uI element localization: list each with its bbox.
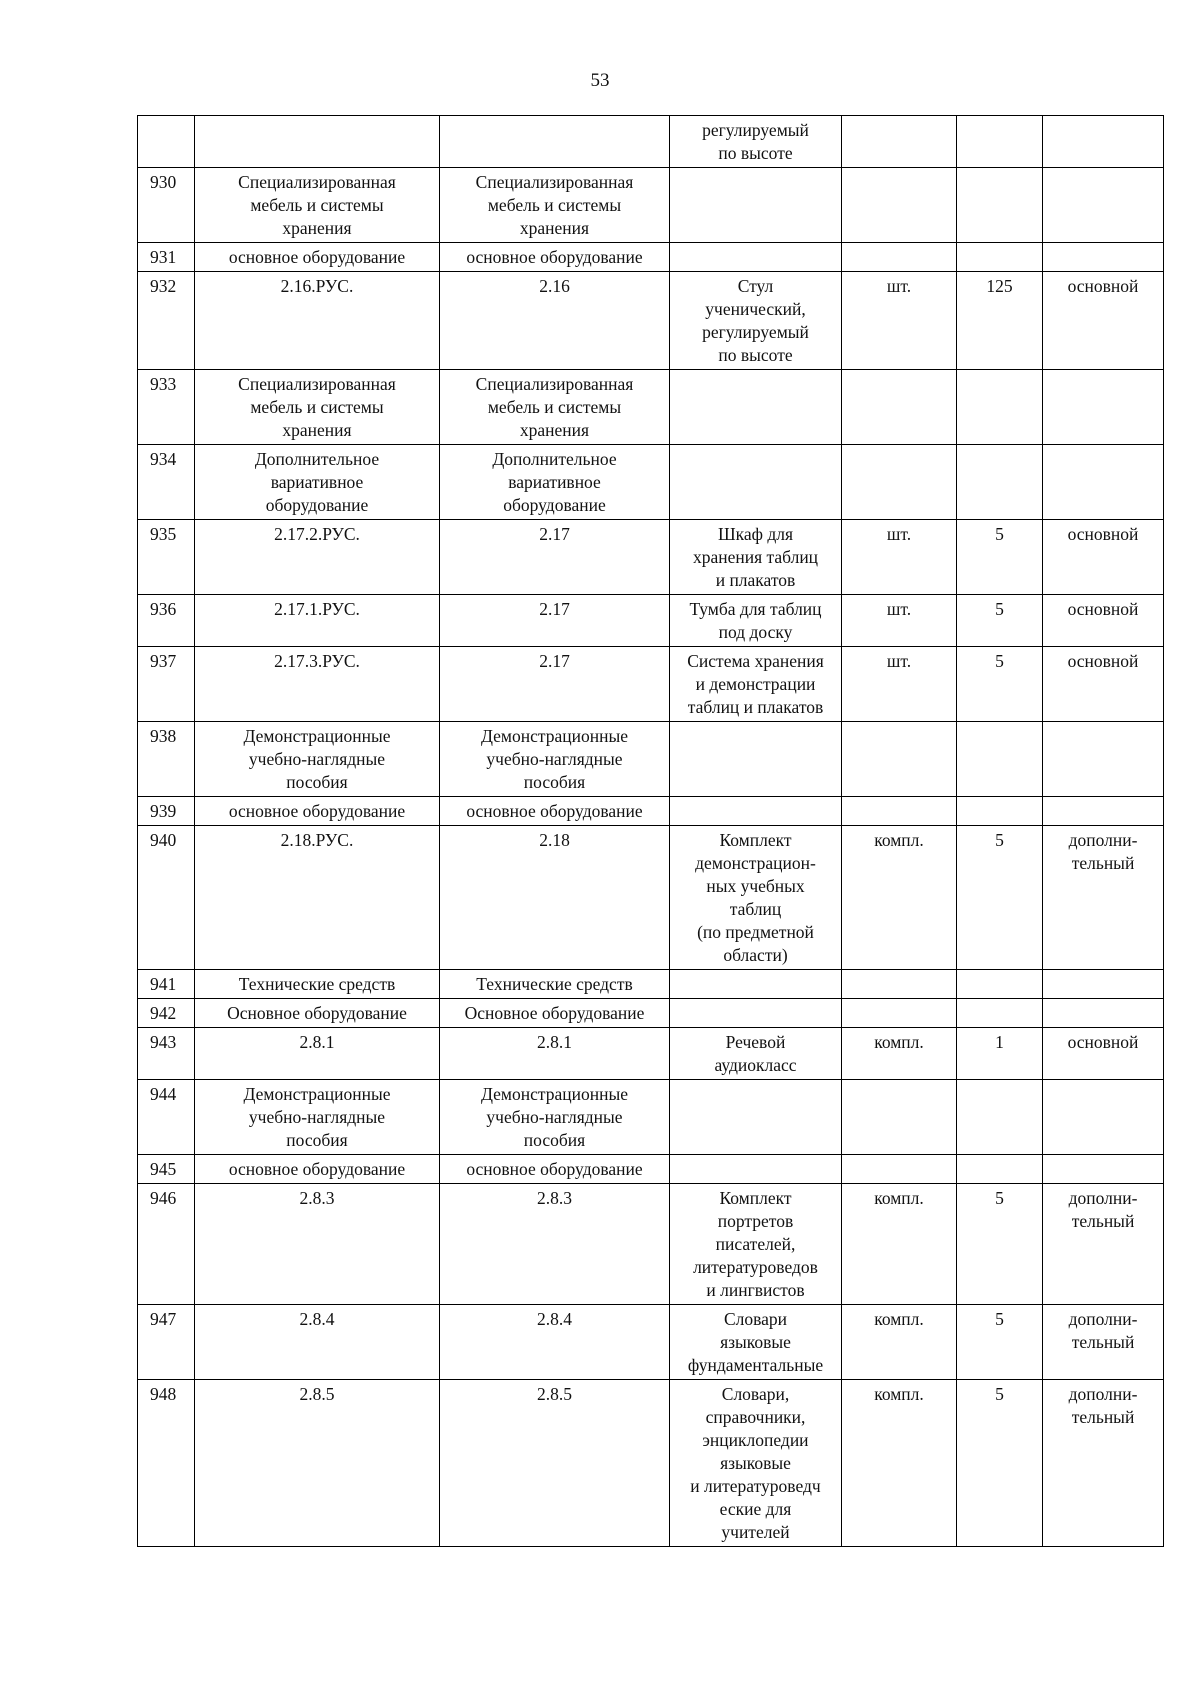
row-number-cell: 930 bbox=[138, 168, 195, 243]
code-2-cell: 2.17 bbox=[440, 520, 670, 595]
quantity-cell: 5 bbox=[957, 520, 1043, 595]
type-cell: дополни- тельный bbox=[1043, 1380, 1164, 1547]
code-2-cell: Демонстрационные учебно-наглядные пособия bbox=[440, 722, 670, 797]
unit-cell: компл. bbox=[842, 1305, 957, 1380]
code-2-cell: Технические средств bbox=[440, 970, 670, 999]
unit-cell bbox=[842, 722, 957, 797]
item-name-cell: Стул ученический, регулируемый по высоте bbox=[670, 272, 842, 370]
unit-cell bbox=[842, 445, 957, 520]
type-cell bbox=[1043, 1080, 1164, 1155]
table-row bbox=[138, 826, 1164, 970]
table-row bbox=[138, 1380, 1164, 1547]
item-name-cell bbox=[670, 243, 842, 272]
item-name-cell bbox=[670, 970, 842, 999]
code-1-cell: основное оборудование bbox=[195, 797, 440, 826]
quantity-cell: 5 bbox=[957, 1380, 1043, 1547]
code-1-cell: Демонстрационные учебно-наглядные пособия bbox=[195, 1080, 440, 1155]
row-number-cell: 945 bbox=[138, 1155, 195, 1184]
item-name-cell: регулируемый по высоте bbox=[670, 116, 842, 168]
code-2-cell: основное оборудование bbox=[440, 1155, 670, 1184]
code-2-cell: 2.17 bbox=[440, 595, 670, 647]
item-name-cell bbox=[670, 370, 842, 445]
item-name-cell: Речевой аудиокласс bbox=[670, 1028, 842, 1080]
code-2-cell: 2.8.3 bbox=[440, 1184, 670, 1305]
row-number-cell: 935 bbox=[138, 520, 195, 595]
code-1-cell: Демонстрационные учебно-наглядные пособия bbox=[195, 722, 440, 797]
unit-cell bbox=[842, 168, 957, 243]
row-number-cell: 941 bbox=[138, 970, 195, 999]
unit-cell: шт. bbox=[842, 595, 957, 647]
code-2-cell: 2.8.5 bbox=[440, 1380, 670, 1547]
unit-cell bbox=[842, 999, 957, 1028]
quantity-cell bbox=[957, 1080, 1043, 1155]
type-cell: основной bbox=[1043, 1028, 1164, 1080]
table-row bbox=[138, 1028, 1164, 1080]
table-row bbox=[138, 1184, 1164, 1305]
quantity-cell bbox=[957, 722, 1043, 797]
item-name-cell bbox=[670, 445, 842, 520]
quantity-cell: 5 bbox=[957, 826, 1043, 970]
code-1-cell: 2.8.4 bbox=[195, 1305, 440, 1380]
table-row bbox=[138, 1305, 1164, 1380]
code-1-cell: 2.8.1 bbox=[195, 1028, 440, 1080]
table-row bbox=[138, 595, 1164, 647]
unit-cell: шт. bbox=[842, 647, 957, 722]
item-name-cell bbox=[670, 722, 842, 797]
code-2-cell: 2.8.4 bbox=[440, 1305, 670, 1380]
quantity-cell bbox=[957, 243, 1043, 272]
item-name-cell bbox=[670, 1155, 842, 1184]
code-2-cell: 2.8.1 bbox=[440, 1028, 670, 1080]
type-cell: основной bbox=[1043, 595, 1164, 647]
code-2-cell: Основное оборудование bbox=[440, 999, 670, 1028]
unit-cell bbox=[842, 243, 957, 272]
type-cell bbox=[1043, 797, 1164, 826]
row-number-cell bbox=[138, 116, 195, 168]
item-name-cell bbox=[670, 999, 842, 1028]
code-1-cell: 2.8.5 bbox=[195, 1380, 440, 1547]
row-number-cell: 944 bbox=[138, 1080, 195, 1155]
item-name-cell: Тумба для таблиц под доску bbox=[670, 595, 842, 647]
type-cell bbox=[1043, 970, 1164, 999]
code-1-cell: Основное оборудование bbox=[195, 999, 440, 1028]
row-number-cell: 940 bbox=[138, 826, 195, 970]
type-cell bbox=[1043, 722, 1164, 797]
equipment-table bbox=[137, 115, 1164, 1547]
table-row bbox=[138, 272, 1164, 370]
type-cell bbox=[1043, 243, 1164, 272]
table-row bbox=[138, 797, 1164, 826]
quantity-cell: 5 bbox=[957, 1305, 1043, 1380]
unit-cell: компл. bbox=[842, 1380, 957, 1547]
row-number-cell: 934 bbox=[138, 445, 195, 520]
code-2-cell: Демонстрационные учебно-наглядные пособия bbox=[440, 1080, 670, 1155]
type-cell: дополни- тельный bbox=[1043, 1305, 1164, 1380]
type-cell: основной bbox=[1043, 272, 1164, 370]
quantity-cell: 1 bbox=[957, 1028, 1043, 1080]
unit-cell bbox=[842, 370, 957, 445]
table-row bbox=[138, 647, 1164, 722]
table-row bbox=[138, 445, 1164, 520]
code-2-cell bbox=[440, 116, 670, 168]
code-1-cell: 2.17.2.РУС. bbox=[195, 520, 440, 595]
code-2-cell: 2.17 bbox=[440, 647, 670, 722]
row-number-cell: 943 bbox=[138, 1028, 195, 1080]
type-cell bbox=[1043, 168, 1164, 243]
type-cell: основной bbox=[1043, 520, 1164, 595]
item-name-cell: Шкаф для хранения таблиц и плакатов bbox=[670, 520, 842, 595]
code-1-cell: 2.17.1.РУС. bbox=[195, 595, 440, 647]
code-2-cell: 2.16 bbox=[440, 272, 670, 370]
unit-cell bbox=[842, 1080, 957, 1155]
table-row bbox=[138, 168, 1164, 243]
row-number-cell: 933 bbox=[138, 370, 195, 445]
row-number-cell: 938 bbox=[138, 722, 195, 797]
table-row bbox=[138, 243, 1164, 272]
quantity-cell bbox=[957, 999, 1043, 1028]
type-cell: дополни- тельный bbox=[1043, 1184, 1164, 1305]
code-2-cell: основное оборудование bbox=[440, 243, 670, 272]
type-cell: основной bbox=[1043, 647, 1164, 722]
quantity-cell bbox=[957, 445, 1043, 520]
table-row bbox=[138, 1080, 1164, 1155]
code-1-cell: Технические средств bbox=[195, 970, 440, 999]
type-cell bbox=[1043, 1155, 1164, 1184]
row-number-cell: 936 bbox=[138, 595, 195, 647]
table-body bbox=[138, 116, 1164, 1547]
quantity-cell: 5 bbox=[957, 1184, 1043, 1305]
row-number-cell: 932 bbox=[138, 272, 195, 370]
type-cell bbox=[1043, 999, 1164, 1028]
item-name-cell: Система хранения и демонстрации таблиц и плакатов bbox=[670, 647, 842, 722]
type-cell bbox=[1043, 370, 1164, 445]
row-number-cell: 939 bbox=[138, 797, 195, 826]
code-1-cell: основное оборудование bbox=[195, 243, 440, 272]
code-2-cell: основное оборудование bbox=[440, 797, 670, 826]
code-1-cell: 2.8.3 bbox=[195, 1184, 440, 1305]
code-1-cell: 2.18.РУС. bbox=[195, 826, 440, 970]
quantity-cell bbox=[957, 116, 1043, 168]
code-1-cell: основное оборудование bbox=[195, 1155, 440, 1184]
item-name-cell: Словари языковые фундаментальные bbox=[670, 1305, 842, 1380]
row-number-cell: 946 bbox=[138, 1184, 195, 1305]
quantity-cell: 5 bbox=[957, 647, 1043, 722]
code-1-cell: 2.17.3.РУС. bbox=[195, 647, 440, 722]
quantity-cell bbox=[957, 1155, 1043, 1184]
unit-cell: компл. bbox=[842, 826, 957, 970]
table-row bbox=[138, 1155, 1164, 1184]
row-number-cell: 948 bbox=[138, 1380, 195, 1547]
type-cell bbox=[1043, 116, 1164, 168]
item-name-cell: Комплект портретов писателей, литературоведов и лингвистов bbox=[670, 1184, 842, 1305]
table-row bbox=[138, 116, 1164, 168]
unit-cell bbox=[842, 797, 957, 826]
unit-cell: шт. bbox=[842, 520, 957, 595]
unit-cell bbox=[842, 1155, 957, 1184]
unit-cell bbox=[842, 116, 957, 168]
quantity-cell bbox=[957, 797, 1043, 826]
item-name-cell bbox=[670, 168, 842, 243]
code-1-cell: Дополнительное вариативное оборудование bbox=[195, 445, 440, 520]
row-number-cell: 931 bbox=[138, 243, 195, 272]
code-2-cell: Дополнительное вариативное оборудование bbox=[440, 445, 670, 520]
table-row bbox=[138, 999, 1164, 1028]
unit-cell: компл. bbox=[842, 1184, 957, 1305]
table-row bbox=[138, 520, 1164, 595]
unit-cell: шт. bbox=[842, 272, 957, 370]
table-row bbox=[138, 970, 1164, 999]
code-2-cell: 2.18 bbox=[440, 826, 670, 970]
code-1-cell: 2.16.РУС. bbox=[195, 272, 440, 370]
code-1-cell: Специализированная мебель и системы хранения bbox=[195, 370, 440, 445]
quantity-cell bbox=[957, 168, 1043, 243]
item-name-cell bbox=[670, 1080, 842, 1155]
item-name-cell bbox=[670, 797, 842, 826]
table-row bbox=[138, 722, 1164, 797]
row-number-cell: 937 bbox=[138, 647, 195, 722]
type-cell bbox=[1043, 445, 1164, 520]
row-number-cell: 942 bbox=[138, 999, 195, 1028]
row-number-cell: 947 bbox=[138, 1305, 195, 1380]
unit-cell bbox=[842, 970, 957, 999]
code-2-cell: Специализированная мебель и системы хранения bbox=[440, 370, 670, 445]
table-row bbox=[138, 370, 1164, 445]
quantity-cell bbox=[957, 970, 1043, 999]
quantity-cell bbox=[957, 370, 1043, 445]
quantity-cell: 5 bbox=[957, 595, 1043, 647]
type-cell: дополни- тельный bbox=[1043, 826, 1164, 970]
item-name-cell: Комплект демонстрацион- ных учебных таблиц (по предметной области) bbox=[670, 826, 842, 970]
quantity-cell: 125 bbox=[957, 272, 1043, 370]
page-number: 53 bbox=[590, 70, 610, 91]
code-1-cell bbox=[195, 116, 440, 168]
code-2-cell: Специализированная мебель и системы хранения bbox=[440, 168, 670, 243]
unit-cell: компл. bbox=[842, 1028, 957, 1080]
item-name-cell: Словари, справочники, энциклопедии языковые и литературоведч еские для учителей bbox=[670, 1380, 842, 1547]
code-1-cell: Специализированная мебель и системы хранения bbox=[195, 168, 440, 243]
